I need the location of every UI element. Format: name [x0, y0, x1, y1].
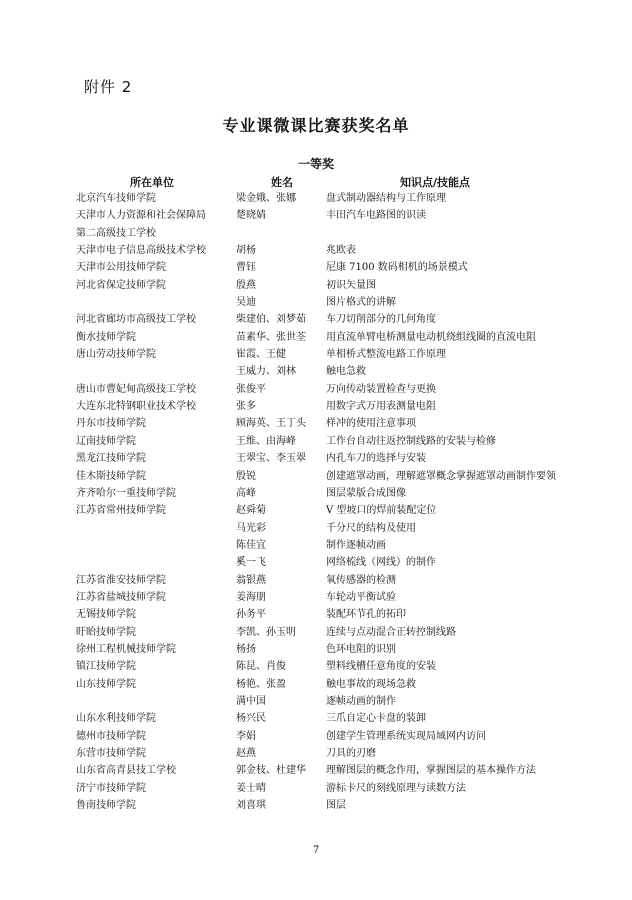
- cell-unit: 第二高级技工学校: [76, 227, 156, 239]
- table-row: [76, 346, 586, 363]
- cell-name: 张多: [236, 401, 256, 413]
- document-title: 专业课微课比赛获奖名单: [222, 116, 410, 135]
- table-row: [76, 693, 586, 710]
- table-row: [76, 676, 586, 693]
- cell-unit: [76, 294, 236, 311]
- cell-name: 曹钰: [236, 262, 256, 274]
- cell-point: 网络梳线（网线）的制作: [326, 557, 436, 569]
- cell-unit: 镇江技师学院: [76, 661, 136, 673]
- cell-name: 楚晓婧: [236, 210, 266, 222]
- cell-unit: [76, 520, 236, 537]
- table-row: [76, 363, 586, 380]
- cell-unit: 天津市人力资源和社会保障局: [76, 210, 206, 222]
- cell-name: 吴迪: [236, 297, 256, 309]
- table-row: [76, 450, 586, 467]
- cell-point: 触电急救: [326, 366, 366, 378]
- cell-point: 千分尺的结构及使用: [326, 522, 416, 534]
- page-number: 7: [312, 845, 320, 856]
- cell-point: 万向传动装置检查与更换: [326, 383, 436, 395]
- cell-name: 殷燕: [236, 279, 256, 291]
- cell-name: 柴建伯、刘梦茹: [236, 314, 306, 326]
- cell-unit: 天津市电子信息高级技术学校: [76, 245, 206, 257]
- cell-point: 盘式制动器结构与工作原理: [326, 193, 446, 204]
- cell-unit: 丹东市技师学院: [76, 418, 146, 430]
- cell-name: 崔霞、王健: [236, 349, 286, 361]
- table-row: [76, 259, 586, 276]
- cell-point: 创建学生管理系统实现局域网内访问: [326, 730, 486, 742]
- table-row: [76, 502, 586, 519]
- cell-unit: 山东技师学院: [76, 678, 136, 690]
- cell-point: 触电事故的现场急救: [326, 678, 416, 690]
- cell-point: 图层蒙版合成图像: [326, 487, 406, 499]
- cell-point: 刀具的刃磨: [326, 748, 376, 759]
- cell-point: 兆欧表: [326, 245, 356, 257]
- table-row: [76, 745, 586, 762]
- cell-name: 赵舜菊: [236, 505, 266, 517]
- cell-point: 车轮动平衡试验: [326, 591, 396, 603]
- table-row: [76, 277, 586, 294]
- cell-point: 游标卡尺的刻线原理与读数方法: [326, 782, 466, 794]
- cell-point: 装配环节孔的拓印: [326, 609, 406, 621]
- table-row: [76, 207, 586, 224]
- cell-point: 连续与点动混合正转控制线路: [326, 626, 456, 638]
- cell-point: 用数字式万用表测量电阻: [326, 401, 436, 413]
- cell-point: 理解图层的概念作用，掌握图层的基本操作方法: [326, 765, 536, 777]
- cell-unit: 河北省廊坊市高级技工学校: [76, 314, 196, 326]
- cell-point: [326, 225, 586, 242]
- table-row: [76, 762, 586, 779]
- table-row: [76, 398, 586, 415]
- table-row: [76, 572, 586, 589]
- cell-name: 杨艳、张盈: [236, 678, 286, 690]
- cell-point: 用直流单臂电桥测量电动机绕组线圈的直流电阻: [326, 331, 536, 343]
- cell-unit: 北京汽车技师学院: [76, 193, 156, 204]
- cell-unit: 德州市技师学院: [76, 730, 146, 742]
- cell-point: 样冲的使用注意事项: [326, 418, 416, 430]
- cell-unit: 徐州工程机械技师学院: [76, 643, 176, 655]
- cell-unit: 山东水利技师学院: [76, 713, 156, 725]
- cell-name: 陈昆、肖俊: [236, 661, 286, 673]
- table-row: [76, 311, 586, 328]
- cell-unit: 衡水技师学院: [76, 331, 136, 343]
- cell-unit: 山东省高青县技工学校: [76, 765, 176, 777]
- cell-unit: 济宁市技师学院: [76, 782, 146, 794]
- cell-unit: 鲁南技师学院: [76, 800, 136, 812]
- cell-unit: 盱眙技师学院: [76, 626, 136, 638]
- cell-name: 杨扬: [236, 643, 256, 655]
- cell-point: 图片格式的讲解: [326, 297, 396, 309]
- table-row: [76, 225, 586, 242]
- cell-point: 工作台自动往返控制线路的安装与检修: [326, 435, 496, 447]
- cell-point: 色环电阻的识别: [326, 643, 396, 655]
- cell-name: 赵燕: [236, 748, 256, 759]
- table-row: [76, 537, 586, 554]
- cell-unit: [76, 693, 236, 710]
- award-list-body: [76, 190, 586, 814]
- cell-unit: 大连东北特钢职业技术学校: [76, 401, 196, 413]
- cell-point: 制作逐帧动画: [326, 539, 386, 551]
- table-row: [76, 606, 586, 623]
- cell-name: 王威力、刘林: [236, 366, 296, 378]
- cell-name: 刘喜琪: [236, 800, 266, 812]
- table-row: [76, 710, 586, 727]
- cell-point: 内孔车刀的选择与安装: [326, 453, 426, 465]
- cell-name: [236, 225, 326, 242]
- cell-name: 张俊平: [236, 383, 266, 395]
- cell-name: 陈佳宜: [236, 539, 266, 551]
- cell-unit: [76, 554, 236, 571]
- cell-unit: 东营市技师学院: [76, 748, 146, 759]
- cell-unit: 黑龙江技师学院: [76, 453, 146, 465]
- cell-unit: 江苏省常州技师学院: [76, 505, 166, 517]
- cell-point: 三爪自定心卡盘的装卸: [326, 713, 426, 725]
- cell-name: 马光彩: [236, 522, 266, 534]
- cell-name: 奚一飞: [236, 557, 266, 569]
- table-row: [76, 468, 586, 485]
- cell-unit: [76, 363, 236, 380]
- column-header-name: 姓名: [271, 176, 293, 189]
- cell-name: 孙务平: [236, 609, 266, 621]
- cell-unit: 佳木斯技师学院: [76, 470, 146, 482]
- cell-point: 初识矢量图: [326, 279, 376, 291]
- cell-name: 杨兴民: [236, 713, 266, 725]
- section-heading: 一等奖: [297, 157, 334, 171]
- cell-point: 塑料线槽任意角度的安装: [326, 661, 436, 673]
- table-row: [76, 415, 586, 432]
- table-row: [76, 329, 586, 346]
- cell-name: 胡杨: [236, 245, 256, 257]
- cell-point: 图层: [326, 800, 346, 812]
- cell-unit: 唐山劳动技师学院: [76, 349, 156, 361]
- cell-name: 李娟: [236, 730, 256, 742]
- cell-name: 满中国: [236, 695, 266, 707]
- cell-unit: 辽南技师学院: [76, 435, 136, 447]
- cell-name: 顾海英、王丁头: [236, 418, 306, 430]
- table-row: [76, 589, 586, 606]
- table-row: [76, 485, 586, 502]
- table-row: [76, 242, 586, 259]
- cell-point: 单相桥式整流电路工作原理: [326, 349, 446, 361]
- table-row: [76, 624, 586, 641]
- table-row: [76, 520, 586, 537]
- table-row: [76, 433, 586, 450]
- cell-name: 王维、由海峰: [236, 435, 296, 447]
- table-row: [76, 728, 586, 745]
- cell-name: 苗素华、张世荃: [236, 331, 306, 343]
- award-list-table: [76, 190, 586, 814]
- column-header-unit: 所在单位: [130, 176, 174, 189]
- cell-unit: 唐山市曹妃甸高级技工学校: [76, 383, 196, 395]
- cell-name: 李凯、孙玉明: [236, 626, 296, 638]
- table-row: [76, 294, 586, 311]
- cell-name: 姜士晴: [236, 782, 266, 794]
- table-row: [76, 641, 586, 658]
- cell-unit: 天津市公用技师学院: [76, 262, 166, 274]
- cell-point: 车刀切削部分的几何角度: [326, 314, 436, 326]
- cell-name: 梁金娥、张娜: [236, 193, 296, 204]
- cell-name: 翁银燕: [236, 574, 266, 586]
- cell-name: 姜海朋: [236, 591, 266, 603]
- table-row: [76, 780, 586, 797]
- table-row: [76, 797, 586, 814]
- cell-name: 郭金枝、杜建华: [236, 765, 306, 777]
- table-row: [76, 554, 586, 571]
- cell-name: 王翠宝、李玉翠: [236, 453, 306, 465]
- cell-point: 逐帧动画的制作: [326, 695, 396, 707]
- cell-unit: 江苏省淮安技师学院: [76, 574, 166, 586]
- cell-unit: 齐齐哈尔一重技师学院: [76, 487, 176, 499]
- cell-point: 丰田汽车电路图的识读: [326, 210, 426, 222]
- cell-point: 氧传感器的检测: [326, 574, 396, 586]
- table-row: [76, 658, 586, 675]
- cell-point: 尼康 7100 数码相机的场景模式: [326, 262, 468, 274]
- table-row: [76, 381, 586, 398]
- cell-unit: [76, 537, 236, 554]
- cell-name: 高峰: [236, 487, 256, 499]
- attachment-label: 附件 2: [84, 78, 133, 96]
- cell-point: V 型坡口的焊前装配定位: [326, 505, 437, 517]
- cell-unit: 河北省保定技师学院: [76, 279, 166, 291]
- cell-unit: 江苏省盐城技师学院: [76, 591, 166, 603]
- cell-unit: 无锡技师学院: [76, 609, 136, 621]
- cell-name: 殷锐: [236, 470, 256, 482]
- table-row: [76, 190, 586, 207]
- cell-point: 创建遮罩动画，理解遮罩概念掌握遮罩动画制作要领: [326, 470, 556, 482]
- column-header-point: 知识点/技能点: [400, 176, 471, 189]
